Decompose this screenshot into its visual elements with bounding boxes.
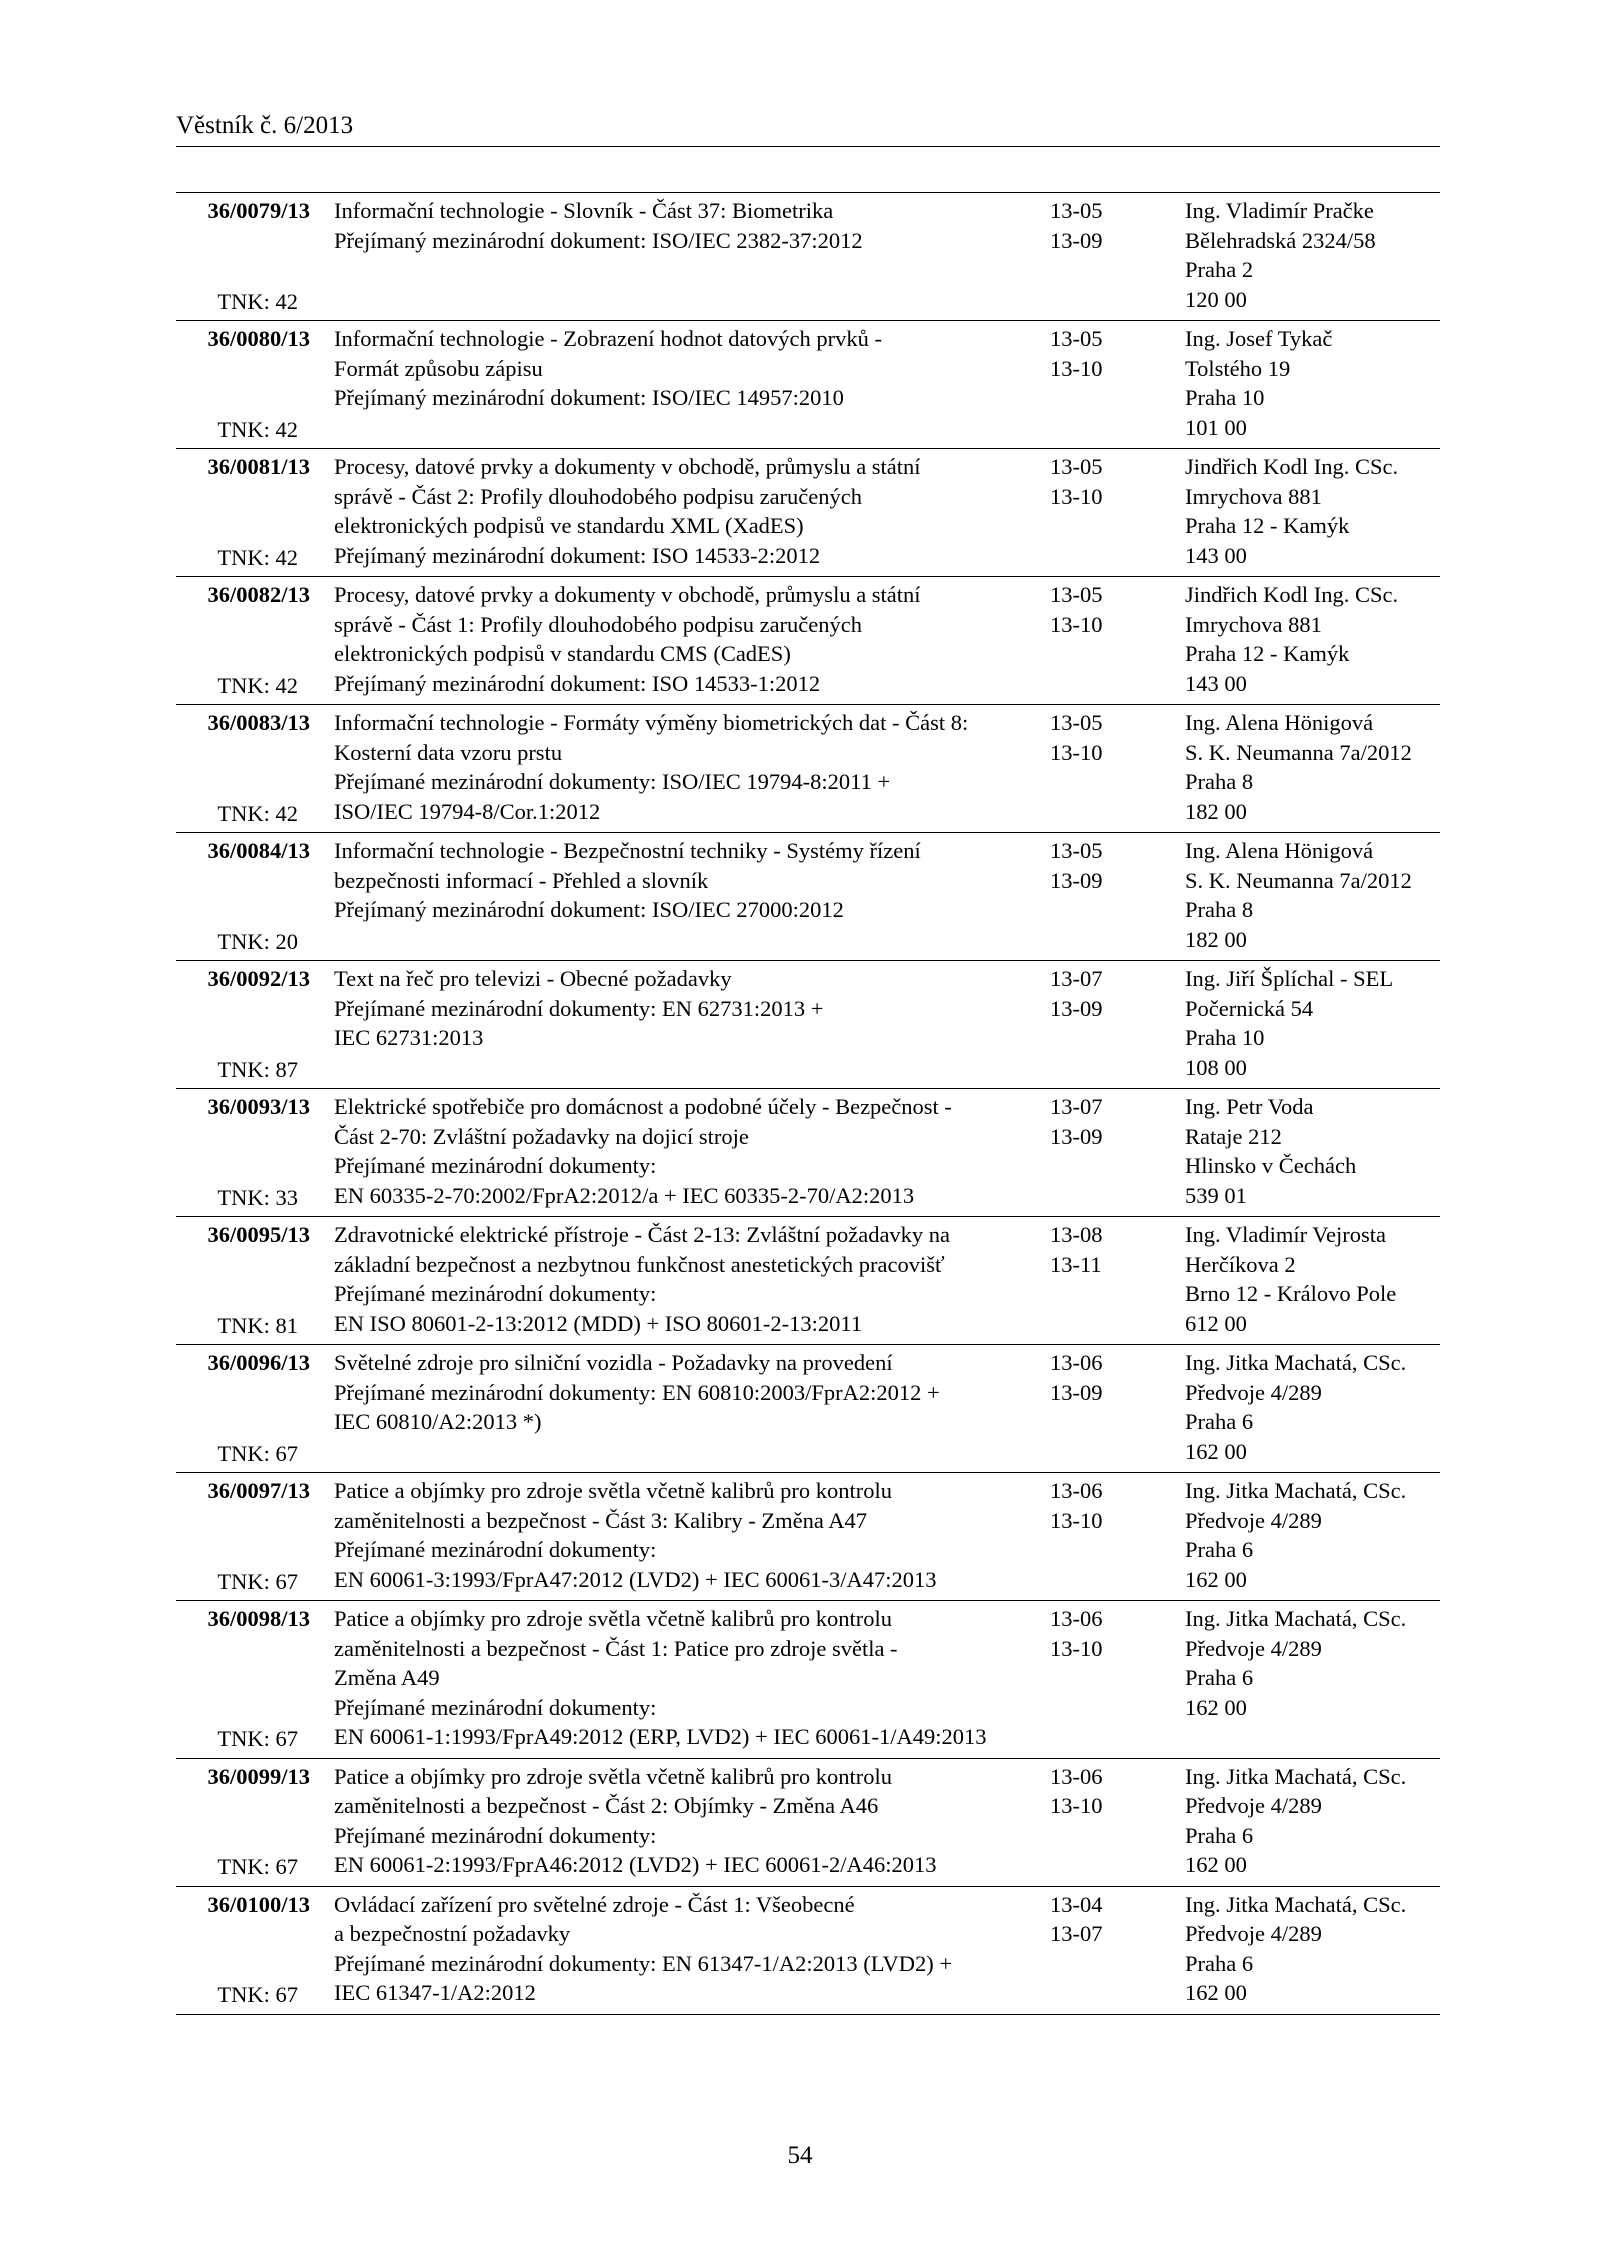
title-line: Zdravotnické elektrické přístroje - Část 2-13: Zvláštní požadavky na	[334, 1222, 951, 1247]
comment-dates	[1050, 964, 1130, 1023]
title-line: Přejímané mezinárodní dokumenty: ISO/IEC 19794-8:2011 +	[334, 769, 891, 794]
title-line: Patice a objímky pro zdroje světla včetně kalibrů pro kontrolu	[334, 1763, 892, 1789]
contact-line: Ing. Alena Hönigová	[1185, 838, 1374, 863]
comment-dates	[1050, 1348, 1130, 1407]
contact-line: Tolstého 19	[1185, 355, 1291, 381]
date-line: 13-10	[1050, 1507, 1103, 1533]
date-line: 13-10	[1050, 355, 1103, 381]
standard-number: 36/0095/13	[207, 1222, 310, 1247]
date-line: 13-10	[1050, 1635, 1103, 1661]
contact-line: Praha 6	[1185, 1537, 1254, 1562]
title-line: bezpečnosti informací - Přehled a slovník	[334, 867, 709, 893]
title-line: IEC 61347-1/A2:2012	[334, 1980, 536, 2005]
standard-number: 36/0092/13	[207, 966, 310, 991]
title-line: Ovládací zařízení pro světelné zdroje - Část 1: Všeobecné	[334, 1891, 855, 1917]
tnk-label: TNK: 87	[217, 1056, 298, 1082]
title-line: Informační technologie - Bezpečnostní techniky - Systémy řízení	[334, 838, 921, 863]
date-line: 13-07	[1050, 1921, 1103, 1946]
standard-number: 36/0093/13	[207, 1094, 310, 1119]
contact-line: Předvoje 4/289	[1185, 1379, 1322, 1405]
title-line: Procesy, datové prvky a dokumenty v obchodě, průmyslu a státní	[334, 454, 921, 479]
contact-line: Praha 10	[1185, 385, 1265, 410]
standard-number: 36/0079/13	[207, 198, 310, 223]
title-line: Světelné zdroje pro silniční vozidla - Požadavky na provedení	[334, 1350, 893, 1375]
tnk-label: TNK: 67	[217, 1854, 298, 1879]
standard-title	[334, 1348, 1034, 1437]
tnk-label: TNK: 67	[217, 1568, 298, 1594]
contact-line: S. K. Neumanna 7a/2012	[1185, 867, 1412, 893]
processor-contact	[1185, 1220, 1440, 1338]
contact-line: Imrychova 881	[1185, 483, 1322, 509]
contact-line: Předvoje 4/289	[1185, 1921, 1322, 1946]
contact-line: Předvoje 4/289	[1185, 1635, 1322, 1661]
contact-line: Jindřich Kodl Ing. CSc.	[1185, 454, 1399, 479]
standard-number: 36/0082/13	[207, 582, 310, 607]
standard-number: 36/0083/13	[207, 710, 310, 735]
title-line: EN 60061-3:1993/FprA47:2012 (LVD2) + IEC 60061-3/A47:2013	[334, 1566, 937, 1592]
tnk-label: TNK: 67	[217, 1726, 298, 1751]
contact-line: Praha 6	[1185, 1409, 1254, 1434]
standard-title	[334, 836, 1034, 925]
title-line: Přejímané mezinárodní dokumenty:	[334, 1281, 657, 1306]
date-line: 13-10	[1050, 611, 1103, 637]
tnk-label: TNK: 42	[217, 288, 298, 314]
standard-title	[334, 1476, 1034, 1594]
title-line: Formát způsobu zápisu	[334, 355, 543, 381]
table-row	[176, 1345, 1440, 1473]
standard-title	[334, 452, 1034, 570]
contact-line: 162 00	[1185, 1694, 1247, 1720]
processor-contact	[1185, 708, 1440, 826]
header-divider	[176, 146, 1440, 147]
title-line: Přejímané mezinárodní dokumenty:	[334, 1537, 657, 1562]
page-number: 54	[787, 2142, 813, 2169]
standard-number: 36/0098/13	[207, 1606, 310, 1631]
tnk-label: TNK: 42	[217, 544, 298, 570]
tnk-label: TNK: 42	[217, 672, 298, 698]
processor-contact	[1185, 1092, 1440, 1210]
contact-line: 612 00	[1185, 1310, 1247, 1336]
contact-line: 143 00	[1185, 542, 1247, 568]
contact-line: Ing. Jitka Machatá, CSc.	[1185, 1891, 1407, 1917]
standard-number: 36/0097/13	[207, 1478, 310, 1503]
title-line: správě - Část 1: Profily dlouhodobého podpisu zaručených	[334, 611, 863, 637]
title-line: Patice a objímky pro zdroje světla včetně kalibrů pro kontrolu	[334, 1606, 892, 1631]
date-line: 13-09	[1050, 995, 1103, 1021]
contact-line: 539 01	[1185, 1182, 1247, 1208]
processor-contact	[1185, 964, 1440, 1082]
contact-line: Praha 2	[1185, 257, 1254, 282]
contact-line: Ing. Jitka Machatá, CSc.	[1185, 1350, 1407, 1375]
title-line: základní bezpečnost a nezbytnou funkčnost anestetických pracovišť	[334, 1251, 945, 1277]
table-row	[176, 193, 1440, 321]
title-line: Patice a objímky pro zdroje světla včetně kalibrů pro kontrolu	[334, 1478, 892, 1503]
tnk-label: TNK: 33	[217, 1184, 298, 1210]
contact-line: Ing. Alena Hönigová	[1185, 710, 1374, 735]
contact-line: 162 00	[1185, 1438, 1247, 1464]
date-line: 13-07	[1050, 966, 1103, 991]
standard-number: 36/0080/13	[207, 326, 310, 351]
comment-dates	[1050, 1220, 1130, 1279]
contact-line: Počernická 54	[1185, 995, 1314, 1021]
table-row	[176, 577, 1440, 705]
contact-line: Praha 10	[1185, 1025, 1265, 1050]
processor-contact	[1185, 1476, 1440, 1594]
date-line: 13-10	[1050, 739, 1103, 765]
contact-line: Ing. Vladimír Pračke	[1185, 198, 1374, 223]
comment-dates	[1050, 1762, 1130, 1821]
contact-line: Bělehradská 2324/58	[1185, 227, 1376, 253]
table-row	[176, 1089, 1440, 1217]
contact-line: 182 00	[1185, 926, 1247, 952]
table-row	[176, 961, 1440, 1089]
title-line: Přejímané mezinárodní dokumenty: EN 61347-1/A2:2013 (LVD2) +	[334, 1950, 953, 1976]
processor-contact	[1185, 452, 1440, 570]
title-line: zaměnitelnosti a bezpečnost - Část 1: Patice pro zdroje světla -	[334, 1635, 898, 1661]
processor-contact	[1185, 1604, 1440, 1722]
comment-dates	[1050, 1476, 1130, 1535]
date-line: 13-07	[1050, 1094, 1103, 1119]
tnk-label: TNK: 67	[217, 1982, 298, 2007]
standard-number: 36/0084/13	[207, 838, 310, 863]
date-line: 13-09	[1050, 1379, 1103, 1405]
date-line: 13-06	[1050, 1478, 1103, 1503]
standard-title	[334, 1604, 1034, 1752]
title-line: Kosterní data vzoru prstu	[334, 739, 563, 765]
date-line: 13-05	[1050, 582, 1103, 607]
standard-number: 36/0096/13	[207, 1350, 310, 1375]
contact-line: Ing. Josef Tykač	[1185, 326, 1333, 351]
table-row	[176, 1601, 1440, 1759]
title-line: správě - Část 2: Profily dlouhodobého podpisu zaručených	[334, 483, 863, 509]
comment-dates	[1050, 1092, 1130, 1151]
tnk-label: TNK: 67	[217, 1440, 298, 1466]
date-line: 13-06	[1050, 1763, 1103, 1789]
table-row	[176, 1473, 1440, 1601]
standard-title	[334, 196, 1034, 255]
standard-number: 36/0099/13	[207, 1763, 310, 1789]
standard-title	[334, 708, 1034, 826]
contact-line: Brno 12 - Královo Pole	[1185, 1281, 1397, 1306]
processor-contact	[1185, 324, 1440, 442]
title-line: Přejímaný mezinárodní dokument: ISO 14533-2:2012	[334, 542, 821, 568]
title-line: a bezpečnostní požadavky	[334, 1921, 571, 1946]
comment-dates	[1050, 1890, 1130, 1949]
contact-line: Praha 6	[1185, 1950, 1254, 1976]
standard-title	[334, 1092, 1034, 1210]
comment-dates	[1050, 452, 1130, 511]
contact-line: Praha 6	[1185, 1665, 1254, 1690]
title-line: Procesy, datové prvky a dokumenty v obchodě, průmyslu a státní	[334, 582, 921, 607]
contact-line: 182 00	[1185, 798, 1247, 824]
contact-line: Ing. Vladimír Vejrosta	[1185, 1222, 1387, 1247]
table-row	[176, 1217, 1440, 1345]
table-row	[176, 321, 1440, 449]
title-line: EN 60335-2-70:2002/FprA2:2012/a + IEC 60335-2-70/A2:2013	[334, 1182, 915, 1208]
title-line: Informační technologie - Formáty výměny biometrických dat - Část 8:	[334, 710, 969, 735]
title-line: Informační technologie - Slovník - Část 37: Biometrika	[334, 198, 834, 223]
title-line: zaměnitelnosti a bezpečnost - Část 2: Objímky - Změna A46	[334, 1793, 879, 1818]
title-line: Část 2-70: Zvláštní požadavky na dojicí stroje	[334, 1123, 749, 1149]
standard-number: 36/0100/13	[207, 1891, 310, 1917]
title-line: EN ISO 80601-2-13:2012 (MDD) + ISO 80601-2-13:2011	[334, 1310, 863, 1336]
contact-line: 162 00	[1185, 1980, 1247, 2005]
title-line: Přejímaný mezinárodní dokument: ISO 14533-1:2012	[334, 670, 821, 696]
date-line: 13-05	[1050, 710, 1103, 735]
comment-dates	[1050, 708, 1130, 767]
contact-line: Praha 8	[1185, 897, 1254, 922]
tnk-label: TNK: 20	[217, 928, 298, 954]
date-line: 13-08	[1050, 1222, 1103, 1247]
contact-line: Ing. Jiří Šplíchal - SEL	[1185, 966, 1394, 991]
date-line: 13-06	[1050, 1350, 1103, 1375]
contact-line: Imrychova 881	[1185, 611, 1322, 637]
contact-line: Praha 12 - Kamýk	[1185, 641, 1350, 666]
comment-dates	[1050, 1604, 1130, 1663]
table-row	[176, 1759, 1440, 1887]
date-line: 13-09	[1050, 227, 1103, 253]
standard-title	[334, 1220, 1034, 1338]
title-line: EN 60061-1:1993/FprA49:2012 (ERP, LVD2) + IEC 60061-1/A49:2013	[334, 1724, 987, 1749]
title-line: elektronických podpisů v standardu CMS (CadES)	[334, 641, 791, 666]
tnk-label: TNK: 42	[217, 800, 298, 826]
contact-line: Herčíkova 2	[1185, 1251, 1296, 1277]
standards-table	[176, 192, 1440, 2015]
standard-title	[334, 580, 1034, 698]
title-line: Přejímané mezinárodní dokumenty:	[334, 1822, 657, 1848]
contact-line: Rataje 212	[1185, 1123, 1282, 1149]
title-line: Přejímané mezinárodní dokumenty: EN 62731:2013 +	[334, 995, 824, 1021]
date-line: 13-06	[1050, 1606, 1103, 1631]
contact-line: Předvoje 4/289	[1185, 1793, 1322, 1818]
contact-line: 143 00	[1185, 670, 1247, 696]
comment-dates	[1050, 836, 1130, 895]
date-line: 13-10	[1050, 483, 1103, 509]
contact-line: Praha 6	[1185, 1822, 1254, 1848]
standard-title	[334, 324, 1034, 413]
title-line: Změna A49	[334, 1665, 440, 1690]
processor-contact	[1185, 836, 1440, 954]
table-row	[176, 449, 1440, 577]
title-line: EN 60061-2:1993/FprA46:2012 (LVD2) + IEC 60061-2/A46:2013	[334, 1852, 937, 1877]
contact-line: 101 00	[1185, 414, 1247, 440]
processor-contact	[1185, 580, 1440, 698]
table-row	[176, 833, 1440, 961]
contact-line: Ing. Petr Voda	[1185, 1094, 1314, 1119]
date-line: 13-05	[1050, 454, 1103, 479]
date-line: 13-04	[1050, 1891, 1103, 1917]
contact-line: Ing. Jitka Machatá, CSc.	[1185, 1763, 1407, 1789]
title-line: Přejímaný mezinárodní dokument: ISO/IEC 27000:2012	[334, 897, 844, 922]
date-line: 13-05	[1050, 326, 1103, 351]
standard-number: 36/0081/13	[207, 454, 310, 479]
contact-line: Hlinsko v Čechách	[1185, 1153, 1357, 1178]
processor-contact	[1185, 1348, 1440, 1466]
processor-contact	[1185, 196, 1440, 314]
contact-line: 108 00	[1185, 1054, 1247, 1080]
tnk-label: TNK: 42	[217, 416, 298, 442]
title-line: Přejímané mezinárodní dokumenty:	[334, 1153, 657, 1178]
title-line: Přejímané mezinárodní dokumenty:	[334, 1694, 657, 1720]
title-line: Přejímané mezinárodní dokumenty: EN 60810:2003/FprA2:2012 +	[334, 1379, 940, 1405]
table-row	[176, 705, 1440, 833]
title-line: Elektrické spotřebiče pro domácnost a podobné účely - Bezpečnost -	[334, 1094, 952, 1119]
title-line: Přejímaný mezinárodní dokument: ISO/IEC 14957:2010	[334, 385, 844, 410]
title-line: ISO/IEC 19794-8/Cor.1:2012	[334, 798, 601, 824]
tnk-label: TNK: 81	[217, 1312, 298, 1338]
contact-line: S. K. Neumanna 7a/2012	[1185, 739, 1412, 765]
date-line: 13-10	[1050, 1793, 1103, 1818]
comment-dates	[1050, 580, 1130, 639]
contact-line: Jindřich Kodl Ing. CSc.	[1185, 582, 1399, 607]
processor-contact	[1185, 1890, 1440, 2008]
standard-title	[334, 964, 1034, 1053]
processor-contact	[1185, 1762, 1440, 1880]
title-line: Informační technologie - Zobrazení hodnot datových prvků -	[334, 326, 882, 351]
title-line: elektronických podpisů ve standardu XML (XadES)	[334, 513, 804, 538]
contact-line: 162 00	[1185, 1852, 1247, 1877]
comment-dates	[1050, 324, 1130, 383]
title-line: IEC 60810/A2:2013 *)	[334, 1409, 542, 1434]
title-line: IEC 62731:2013	[334, 1025, 484, 1050]
contact-line: 162 00	[1185, 1566, 1247, 1592]
date-line: 13-05	[1050, 838, 1103, 863]
title-line: Přejímaný mezinárodní dokument: ISO/IEC 2382-37:2012	[334, 227, 863, 253]
contact-line: Praha 12 - Kamýk	[1185, 513, 1350, 538]
title-line: Text na řeč pro televizi - Obecné požadavky	[334, 966, 732, 991]
standard-title	[334, 1890, 1034, 2008]
contact-line: Ing. Jitka Machatá, CSc.	[1185, 1606, 1407, 1631]
contact-line: Předvoje 4/289	[1185, 1507, 1322, 1533]
date-line: 13-05	[1050, 198, 1103, 223]
title-line: zaměnitelnosti a bezpečnost - Část 3: Kalibry - Změna A47	[334, 1507, 867, 1533]
date-line: 13-09	[1050, 1123, 1103, 1149]
contact-line: 120 00	[1185, 286, 1247, 312]
page-header-title: Věstník č. 6/2013	[176, 112, 354, 139]
contact-line: Ing. Jitka Machatá, CSc.	[1185, 1478, 1407, 1503]
table-row	[176, 1887, 1440, 2015]
date-line: 13-09	[1050, 867, 1103, 893]
comment-dates	[1050, 196, 1130, 255]
contact-line: Praha 8	[1185, 769, 1254, 794]
date-line: 13-11	[1050, 1251, 1102, 1277]
standard-title	[334, 1762, 1034, 1880]
